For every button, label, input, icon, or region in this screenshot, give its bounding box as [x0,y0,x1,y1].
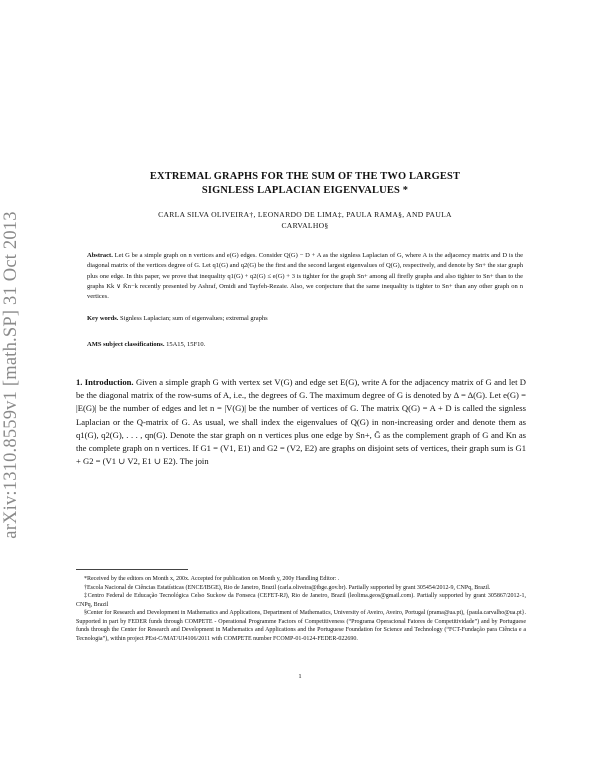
footnote-received: *Received by the editors on Month x, 200x. Accepted for publication on Month y, 200y Handling Editor: . [84,576,340,582]
keywords-label: Key words. [87,315,119,322]
introduction-text: Given a simple graph G with vertex set V(G) and edge set E(G), write A for the adjacency matrix of G and let D be the diagonal matrix of the row-sums of A, i.e., the degrees of G. The maximum degree of G is denoted by Δ = Δ(G). Let e(G) = |E(G)| be the number of edges and let n = |V(G)| be the number of vertices of G. The matrix Q(G) = A + D is called the signless Laplacian or the Q-matrix of G. As usual, we shall index the eigenvalues of Q(G) in non-increasing order and denote them as q1(G), q2(G), . . . , qn(G). Denote the star graph on n vertices plus one edge by Sn+, Ḡ as the complement graph of G and Kn as the complete graph on n vertices. If G1 = (V1, E1) and G2 = (V2, E2) are graphs on disjoint sets of vertices, their graph sum is G1 + G2 = (V1 ∪ V2, E1 ∪ E2). The join [76,377,527,467]
authors-line-1: CARLA SILVA OLIVEIRA†, LEONARDO DE LIMA‡, PAULA RAMA§, AND PAULA [158,210,452,219]
ams-label: AMS subject classifications. [87,341,165,348]
paper-title [70,170,540,198]
page-number: 1 [298,673,302,680]
footnote-divider [76,569,188,570]
arxiv-identifier-stamp: arXiv:1310.8559v1 [math.SP] 31 Oct 2013 [1,211,21,539]
introduction-heading: 1. Introduction. [76,377,134,387]
title-line-1: EXTREMAL GRAPHS FOR THE SUM OF THE TWO LARGEST [149,171,461,182]
footnote-author-1: †Escola Nacional de Ciências Estatísticas (ENCE/IBGE), Rio de Janeiro, Brazil (carla.oliveira@ibge.gov.br). Partially supported by grant 305454/2012-9, CNPq, Brazil. [84,584,491,591]
footnote-author-2: ‡Centro Federal de Educação Tecnológica Celso Suckow da Fonseca (CEFET-RJ), Rio de Janeiro, Brazil (leolima.geos@gmail.com). Partially supported by grant 305867/2012-1, CNPq, Brazil [76,593,526,608]
introduction-section [76,376,526,468]
keywords-text: Signless Laplacian; sum of eigenvalues; extremal graphs [120,315,268,322]
author-list [70,209,540,231]
abstract-label: Abstract. [87,252,113,259]
footnote-author-3-4: §Center for Research and Development in Mathematics and Applications, Department of Mathematics, University of Aveiro, Aveiro, Portugal (prama@ua.pt), {paula.carvalho@ua.pt}. Supported in part by FEDER funds through COMPETE - Operational Programme Factors of Competitiveness (“Programa Operacional Fatores de Competitividade”) and by Portuguese funds through the Center for Research and Development in Mathematics and Applications and the Portuguese Foundation for Science and Technology (“FCT-Fundação para Ciência e a Tecnologia”), within project PEst-C/MAT/UI4106/2011 with COMPETE number FCOMP-01-0124-FEDER-022690. [76,610,526,642]
keywords [87,314,523,324]
authors-line-2: CARVALHO§ [281,221,329,230]
title-line-2: SIGNLESS LAPLACIAN EIGENVALUES * [201,185,409,196]
ams-text: 15A15, 15F10. [166,341,206,348]
footnotes [76,575,526,643]
abstract-text: Let G be a simple graph on n vertices and e(G) edges. Consider Q(G) − D + A as the signless Laplacian of G, where A is the adjacency matrix and D is the diagonal matrix of the vertices degree of G. Let q1(G) and q2(G) be the first and the second largest eigenvalues of Q(G), respectively, and denote by Sn+ the star graph plus one edge. In this paper, we prove that inequality q1(G) + q2(G) ≤ e(G) + 3 is tighter for the graph Sn+ among all firefly graphs and also tighter to Sn+ than to the graphs Kk ∨ K̄n−k recently presented by Ashraf, Omidi and Tayfeh-Rezaie. Also, we conjecture that the same inequality is tighter to Sn+ than any other graph on n vertices. [87,252,524,301]
abstract [87,251,523,302]
ams-classifications [87,340,523,350]
